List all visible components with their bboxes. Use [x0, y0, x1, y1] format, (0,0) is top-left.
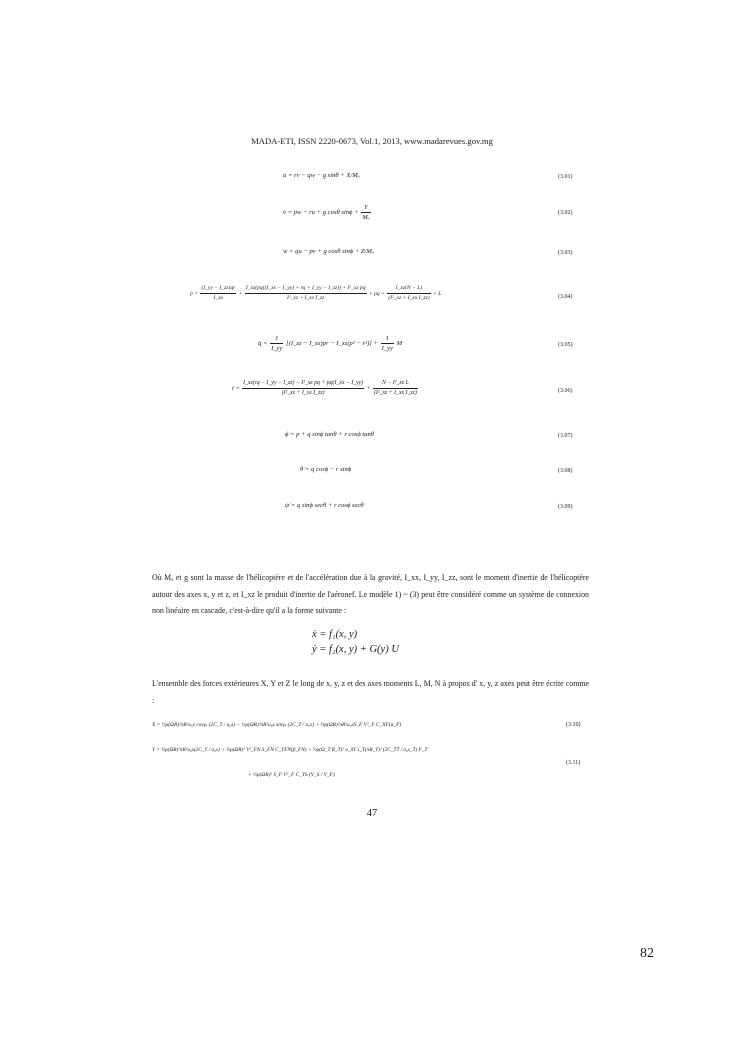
equation-number: (3.10) — [566, 722, 581, 728]
eq-term: q̇ = — [258, 340, 268, 348]
numerator: (I_yy − I_zz)qr — [200, 284, 236, 294]
equation-3-08: θ̇ = q cosϕ − r sinϕ — [300, 466, 352, 473]
outer-page-number: 82 — [640, 946, 654, 961]
equation-3-02 — [283, 203, 372, 222]
equation-3-11-continued: + ½ρ(ΩR)² S_F V²_F C_YS (V_S / V_F) — [248, 772, 335, 778]
running-header: MADA-ETI, ISSN 2220-0673, Vol.1, 2013, www.madarevues.gov.mg — [251, 136, 493, 146]
eq-term: + L — [433, 290, 442, 297]
eq-fraction — [373, 379, 418, 398]
eq-term: [(I_zz − I_xx)pr − I_xz(p² − r²)] + — [286, 340, 378, 348]
eq-fraction — [245, 284, 367, 303]
numerator: I_xz(N − L) — [387, 284, 430, 294]
equation-3-01: u̇ = rv − qw − g sinθ + X/Mₐ — [283, 172, 360, 179]
equation-3-03: ẇ = qu − pv + g cosθ sinϕ + Z/Mₐ — [283, 248, 374, 255]
equation-number: (3.11) — [566, 760, 581, 766]
numerator: N − I²_xz L — [373, 379, 418, 389]
equation-number: (3.03) — [558, 250, 573, 256]
equation-3-06 — [232, 379, 419, 398]
eq-term: M — [396, 340, 403, 348]
numerator: Y — [361, 203, 370, 213]
eq-fraction — [270, 334, 283, 353]
denominator: (I²_xz + I_xx I_zz) — [388, 295, 430, 301]
eq-fraction — [242, 379, 364, 398]
eq-term: + pq + — [368, 290, 385, 297]
eq-fraction — [361, 203, 370, 222]
denominator: (I²_xz + I_xx I_zz) — [373, 390, 417, 396]
equation-3-04 — [190, 284, 441, 303]
equation-3-07: ϕ̇ = p + q sinϕ tanθ + r cosϕ tanθ — [285, 431, 375, 438]
numerator: 1 — [381, 334, 394, 344]
denominator: I_yy — [381, 345, 393, 352]
cascade-system — [312, 627, 399, 657]
denominator: Mₐ — [362, 214, 370, 221]
equation-3-09: ψ̇ = q sinϕ secθ + r cosϕ secθ — [285, 502, 364, 509]
equation-number: (3.05) — [558, 342, 573, 348]
equation-number: (3.04) — [558, 294, 573, 300]
numerator: 1 — [270, 334, 283, 344]
denominator: I_yy — [271, 345, 283, 352]
eq-term: ṗ = — [190, 290, 198, 297]
equation-number: (3.09) — [558, 504, 573, 510]
eq-fraction — [381, 334, 394, 353]
eq-term: ṙ = — [232, 385, 240, 392]
page-number: 47 — [366, 808, 378, 819]
eq-fraction — [200, 284, 236, 303]
body-paragraph: Où Mₐ et g sont la masse de l'hélicoptère et de l'accélération due à la gravité, I_xx, I_yy, I_zz, sont le moment d'inertie de l'hélicoptère autour des axes x, y et z, et I_xz le produit d'inertie de l'aéronef. Le modèle 1) ~ (3) peut être considéré comme un système de connexion non linéaire en cascade, c'est-à-dire qu'il a la forme suivante : — [152, 573, 589, 615]
system-line: ẋ = f₁(x, y) — [312, 629, 358, 640]
body-paragraph: L'ensemble des forces extérieures X, Y et Z le long de x, y, z et des axes moments L, M, N à propos d' x, y, z axes peut être écrite comme : — [152, 679, 589, 705]
numerator: I_xz(rq − I_yy − I_zz) − I²_xz pq + pq(I_xx − I_yy) — [242, 379, 364, 389]
equation-number: (3.07) — [558, 433, 573, 439]
denominator: I²_xz + I_xz I_zz — [287, 295, 325, 301]
numerator: I_xz(pq((I_xx − I_yy) + rq + I_yy − I_zz)) + I²_xz pq — [245, 284, 367, 294]
denominator: I_xx — [213, 295, 224, 301]
equation-number: (3.02) — [558, 210, 573, 216]
equation-3-10: X = ½ρ(ΩR)²πR²a₀s cosγₛ (2C_T / a₀s) − ½ρ(ΩR)²πR²a₀s sinγₛ (2C_T / a₀s) + ½ρ(ΩR)²πR²a₀sS_F V²_F C_XF(α_F) — [152, 722, 402, 728]
eq-term: v̇ = pw − ru + g cosθ sinϕ + — [283, 209, 359, 217]
equation-number: (3.08) — [558, 468, 573, 474]
equation-3-11: Y = ½ρ(ΩR)²πR²a₀s(2C_Y / a₀s) + ½ρ(ΩR)² V²_FN S_FN C_YFN(β_FN) + ½ρ(Ω_T R_T)² a_0T s_T(πR_T)² (2C_TT / a₀s_T) F_T — [152, 747, 428, 753]
eq-fraction — [387, 284, 430, 303]
denominator: (I²_xz + I_xx I_zz) — [281, 390, 325, 396]
system-line: ẏ = f₂(x, y) + G(y) U — [312, 644, 399, 655]
equation-number: (3.01) — [558, 174, 573, 180]
equation-3-05 — [258, 334, 402, 353]
equation-number: (3.06) — [558, 388, 573, 394]
eq-term: + — [366, 385, 371, 392]
eq-term: + — [238, 290, 243, 297]
